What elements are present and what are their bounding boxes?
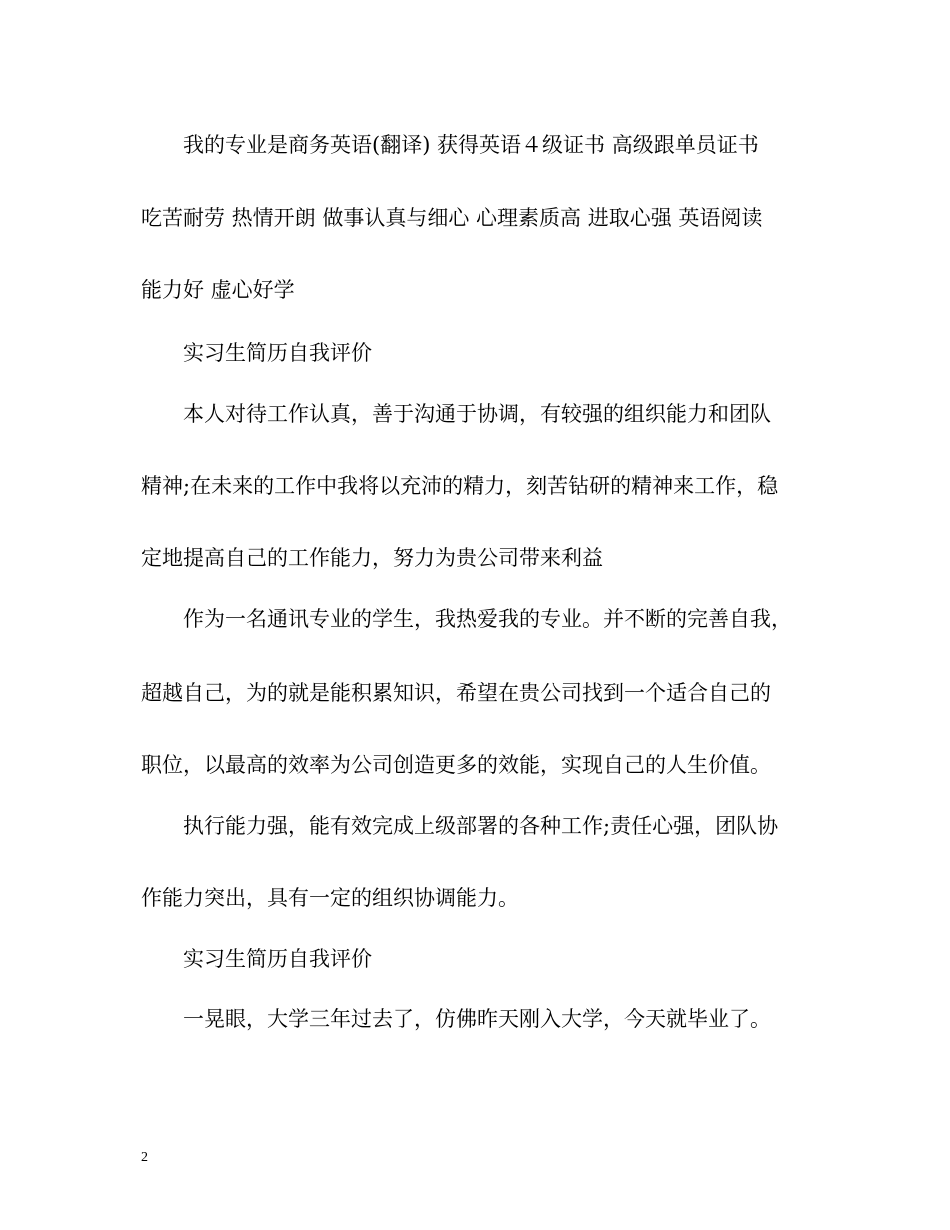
text-line: 超越自己，为的就是能积累知识，希望在贵公司找到一个适合自己的: [141, 681, 771, 705]
section-heading: 实习生简历自我评价: [183, 341, 372, 365]
text-line: 一晃眼，大学三年过去了，仿佛昨天刚入大学，今天就毕业了。: [183, 1007, 771, 1031]
section-heading: 实习生简历自我评价: [183, 947, 372, 971]
text-line: 吃苦耐劳 热情开朗 做事认真与细心 心理素质高 进取心强 英语阅读: [141, 206, 763, 230]
text-line: 本人对待工作认真，善于沟通于协调，有较强的组织能力和团队: [183, 402, 771, 426]
text-line: 执行能力强，能有效完成上级部署的各种工作;责任心强，团队协: [183, 814, 779, 838]
text-line: 定地提高自己的工作能力，努力为贵公司带来利益: [141, 546, 603, 570]
text-line: 精神;在未来的工作中我将以充沛的精力，刻苦钻研的精神来工作，稳: [141, 474, 779, 498]
text-line: 能力好 虚心好学: [141, 278, 295, 302]
text-line: 我的专业是商务英语(翻译) 获得英语４级证书 高级跟单员证书: [183, 133, 759, 157]
text-line: 作为一名通讯专业的学生，我热爱我的专业。并不断的完善自我，: [183, 607, 792, 631]
text-line: 职位，以最高的效率为公司创造更多的效能，实现自己的人生价值。: [141, 753, 771, 777]
text-line: 作能力突出，具有一定的组织协调能力。: [141, 886, 519, 910]
page-number: 2: [141, 1150, 148, 1165]
